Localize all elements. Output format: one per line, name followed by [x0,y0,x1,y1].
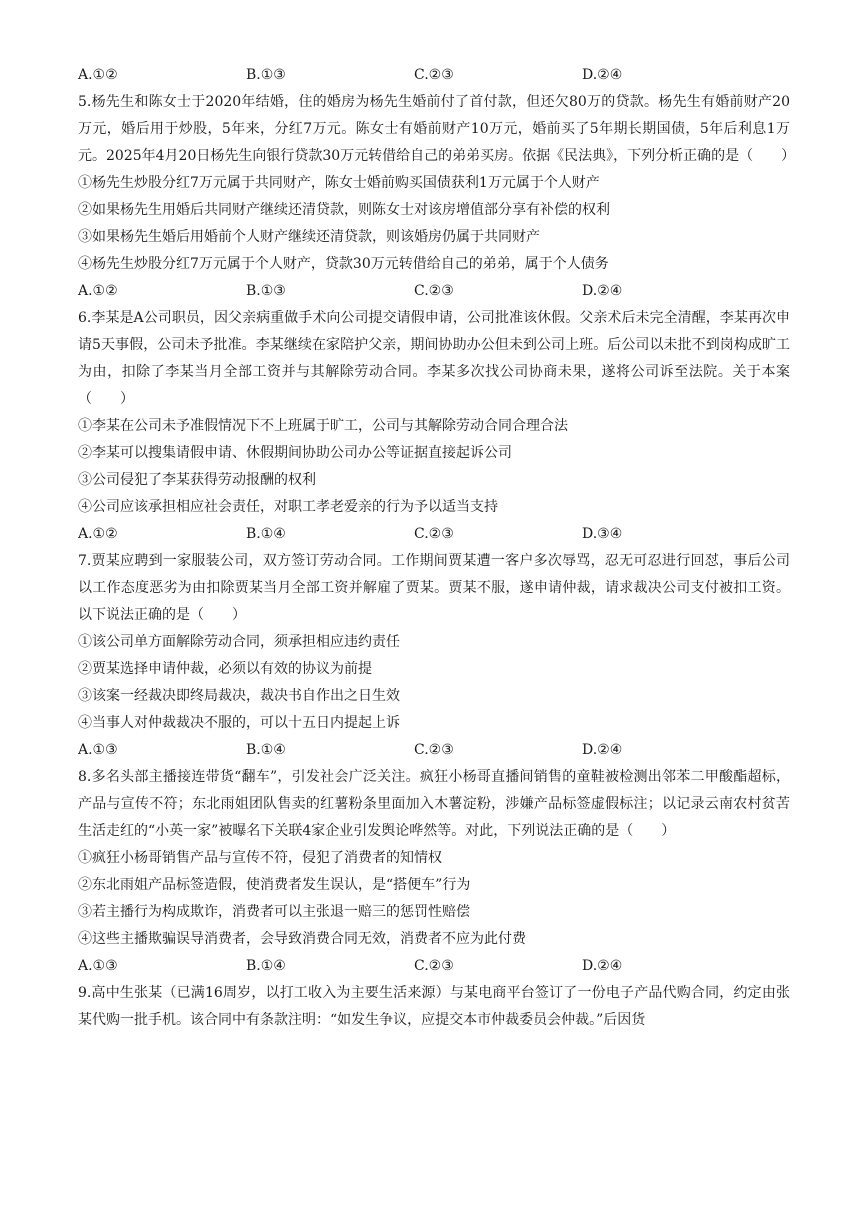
q5-option-b: B.①③ [246,283,286,299]
q5-options [78,278,790,305]
q5-item-2: ②如果杨先生用婚后共同财产继续还清贷款，则陈女士对该房增值部分享有补偿的权利 [78,202,610,218]
q7-stem: 7.贾某应聘到一家服装公司，双方签订劳动合同。工作期间贾某遭一客户多次辱骂，忍无可忍进行回怼，事后公司以工作态度恶劣为由扣除贾某当月全部工资并解雇了贾某。贾某不服，遂申请仲裁，请求裁决公司支付被扣工资。以下说法正确的是（ ） [78,553,790,623]
q7-option-d: D.②④ [582,742,623,758]
q7-item-1: ①该公司单方面解除劳动合同，须承担相应违约责任 [78,634,400,650]
q7-option-c: C.②③ [414,742,454,758]
q8-item-2: ②东北雨姐产品标签造假，使消费者发生误认，是“搭便车”行为 [78,877,471,893]
q7-item-4: ④当事人对仲裁裁决不服的，可以十五日内提起上诉 [78,715,400,731]
q8-option-c: C.②③ [414,958,454,974]
q5-option-c: C.②③ [414,283,454,299]
q4-option-a: A.①② [78,67,118,83]
q6-stem: 6.李某是A公司职员，因父亲病重做手术向公司提交请假申请，公司批准该休假。父亲术后未完全清醒，李某再次申请5天事假，公司未予批准。李某继续在家陪护父亲，期间协助办公但未到公司上班。后公司以未批不到岗构成旷工为由，扣除了李某当月全部工资并与其解除劳动合同。李某多次找公司协商未果，遂将公司诉至法院。关于本案（ ） [78,310,790,407]
q9-stem: 9.高中生张某（已满16周岁，以打工收入为主要生活来源）与某电商平台签订了一份电子产品代购合同，约定由张某代购一批手机。该合同中有条款注明：“如发生争议，应提交本市仲裁委员会仲裁。”后因货 [78,985,790,1028]
q5-option-d: D.②④ [582,283,623,299]
q7-option-b: B.①④ [246,742,286,758]
q7-options [78,737,790,764]
q8-option-d: D.②④ [582,958,623,974]
q6-options [78,521,790,548]
q6-item-3: ③公司侵犯了李某获得劳动报酬的权利 [78,472,316,488]
q8-options [78,953,790,980]
q6-item-1: ①李某在公司未予准假情况下不上班属于旷工，公司与其解除劳动合同合理合法 [78,418,568,434]
q6-item-4: ④公司应该承担相应社会责任，对职工孝老爱亲的行为予以适当支持 [78,499,498,515]
q4-options [78,62,790,89]
q6-option-c: C.②③ [414,526,454,542]
q5-item-1: ①杨先生炒股分红7万元属于共同财产，陈女士婚前购买国债获利1万元属于个人财产 [78,175,600,191]
q6-option-b: B.①④ [246,526,286,542]
q7-option-a: A.①③ [78,742,118,758]
q4-option-d: D.②④ [582,67,623,83]
q6-item-2: ②李某可以搜集请假申请、休假期间协助公司办公等证据直接起诉公司 [78,445,512,461]
q7-item-3: ③该案一经裁决即终局裁决，裁决书自作出之日生效 [78,688,400,704]
q8-option-b: B.①④ [246,958,286,974]
q4-option-b: B.①③ [246,67,286,83]
exam-page [78,62,796,1034]
q5-item-3: ③如果杨先生婚后用婚前个人财产继续还清贷款，则该婚房仍属于共同财产 [78,229,540,245]
q8-item-3: ③若主播行为构成欺诈，消费者可以主张退一赔三的惩罚性赔偿 [78,904,470,920]
q5-option-a: A.①② [78,283,118,299]
q6-option-a: A.①② [78,526,118,542]
q7-item-2: ②贾某选择申请仲裁，必须以有效的协议为前提 [78,661,372,677]
q5-item-4: ④杨先生炒股分红7万元属于个人财产，贷款30万元转借给自己的弟弟，属于个人债务 [78,256,609,272]
q5-stem: 5.杨先生和陈女士于2020年结婚，住的婚房为杨先生婚前付了首付款，但还欠80万的贷款。杨先生有婚前财产20万元，婚后用于炒股，5年来，分红7万元。陈女士有婚前财产10万元，婚前买了5年期长期国债，5年后利息1万元。2025年4月20日杨先生向银行贷款30万元转借给自己的弟弟买房。依据《民法典》，下列分析正确的是（ ） [78,94,796,164]
q8-item-4: ④这些主播欺骗误导消费者，会导致消费合同无效，消费者不应为此付费 [78,931,526,947]
q8-stem: 8.多名头部主播接连带货“翻车”，引发社会广泛关注。疯狂小杨哥直播间销售的童鞋被检测出邻苯二甲酸酯超标，产品与宣传不符；东北雨姐团队售卖的红薯粉条里面加入木薯淀粉，涉嫌产品标签虚假标注；以记录云南农村贫苦生活走红的“小英一家”被曝名下关联4家企业引发舆论哗然等。对此，下列说法正确的是（ ） [78,769,790,839]
q6-option-d: D.③④ [582,526,623,542]
q8-item-1: ①疯狂小杨哥销售产品与宣传不符，侵犯了消费者的知情权 [78,850,442,866]
q4-option-c: C.②③ [414,67,454,83]
q8-option-a: A.①③ [78,958,118,974]
